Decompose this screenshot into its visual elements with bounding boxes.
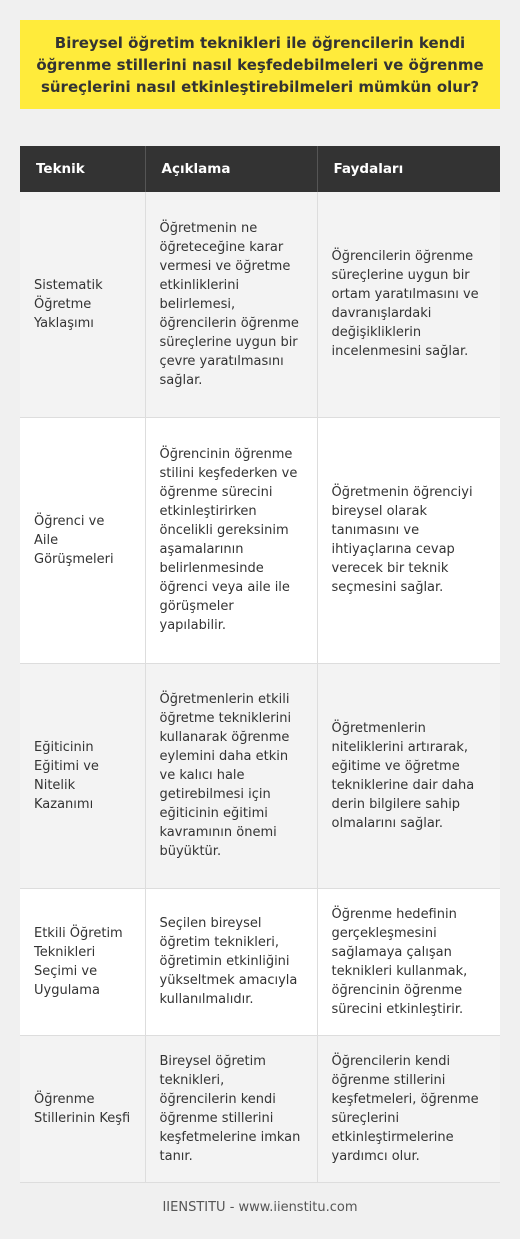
techniques-table-container bbox=[20, 146, 500, 1183]
cell-faydalari: Öğretmenin öğrenciyi bireysel olarak tanımasını ve ihtiyaçlarına cevap verecek bir teknik seçmesini sağlar. bbox=[317, 417, 500, 663]
cell-aciklama: Öğretmenin ne öğreteceğine karar vermesi ve öğretme etkinliklerini belirlemesi, öğrencilerin öğrenme süreçlerine uygun bir çevre yaratılmasını sağlar. bbox=[145, 192, 317, 417]
cell-teknik: Öğrenme Stillerinin Keşfi bbox=[20, 1035, 145, 1182]
cell-teknik: Eğiticinin Eğitimi ve Nitelik Kazanımı bbox=[20, 663, 145, 888]
header-faydalari: Faydaları bbox=[317, 146, 500, 192]
cell-teknik: Sistematik Öğretme Yaklaşımı bbox=[20, 192, 145, 417]
header-teknik: Teknik bbox=[20, 146, 145, 192]
header-aciklama: Açıklama bbox=[145, 146, 317, 192]
table-row bbox=[20, 663, 500, 888]
cell-faydalari: Öğrenme hedefinin gerçekleşmesini sağlamaya çalışan teknikleri kullanmak, öğrencinin öğrenme sürecini etkinleştirir. bbox=[317, 888, 500, 1035]
cell-aciklama: Bireysel öğretim teknikleri, öğrencilerin kendi öğrenme stillerini keşfetmelerine imkan tanır. bbox=[145, 1035, 317, 1182]
cell-teknik: Öğrenci ve Aile Görüşmeleri bbox=[20, 417, 145, 663]
cell-aciklama: Seçilen bireysel öğretim teknikleri, öğretimin etkinliğini yükseltmek amacıyla kullanılmalıdır. bbox=[145, 888, 317, 1035]
cell-aciklama: Öğretmenlerin etkili öğretme tekniklerini kullanarak öğrenme eylemini daha etkin ve kalıcı hale getirebilmesi için eğiticinin eğitimi kavramının önemi büyüktür. bbox=[145, 663, 317, 888]
page-title: Bireysel öğretim teknikleri ile öğrencilerin kendi öğrenme stillerini nasıl keşfedebilmeleri ve öğrenme süreçlerini nasıl etkinleştirebilmeleri mümkün olur? bbox=[36, 33, 484, 96]
cell-aciklama: Öğrencinin öğrenme stilini keşfederken ve öğrenme sürecini etkinleştirirken öncelikli gereksinim aşamalarının belirlenmesinde öğrenci veya aile ile görüşmeler yapılabilir. bbox=[145, 417, 317, 663]
table-header-row bbox=[20, 146, 500, 192]
table-row bbox=[20, 192, 500, 417]
cell-teknik: Etkili Öğretim Teknikleri Seçimi ve Uygulama bbox=[20, 888, 145, 1035]
cell-faydalari: Öğrencilerin öğrenme süreçlerine uygun bir ortam yaratılmasını ve davranışlardaki değişikliklerin incelenmesini sağlar. bbox=[317, 192, 500, 417]
cell-faydalari: Öğretmenlerin niteliklerini artırarak, eğitime ve öğretme tekniklerine dair daha derin bilgilere sahip olmalarını sağlar. bbox=[317, 663, 500, 888]
table-row bbox=[20, 1035, 500, 1182]
table-row bbox=[20, 417, 500, 663]
footer-credit: IIENSTITU - www.iienstitu.com bbox=[162, 1200, 358, 1215]
cell-faydalari: Öğrencilerin kendi öğrenme stillerini keşfetmeleri, öğrenme süreçlerini etkinleştirmelerine yardımcı olur. bbox=[317, 1035, 500, 1182]
techniques-table bbox=[20, 146, 500, 1183]
table-row bbox=[20, 888, 500, 1035]
title-banner bbox=[20, 20, 500, 109]
